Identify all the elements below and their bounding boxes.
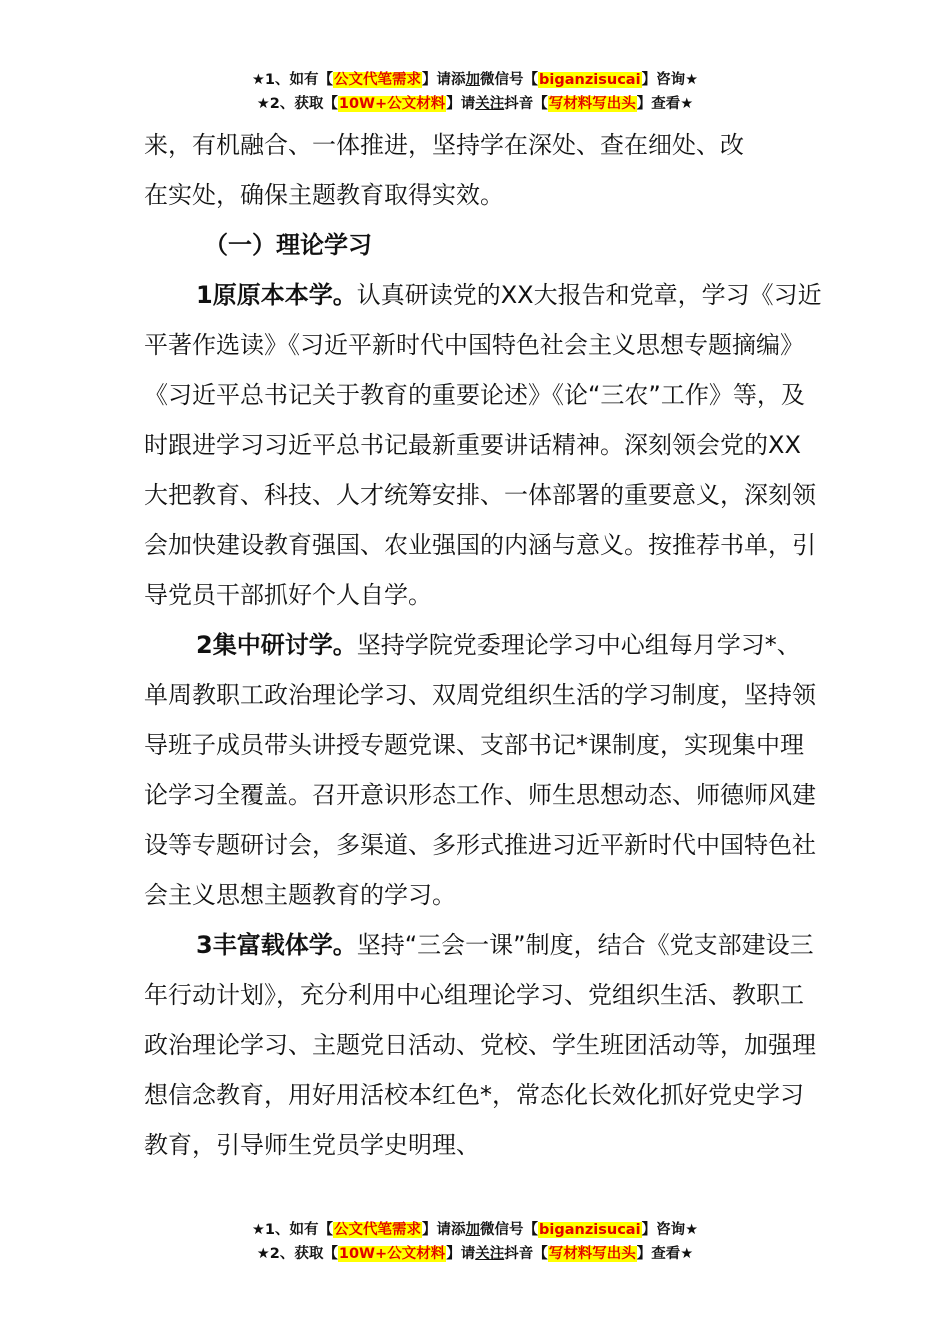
header-banner <box>0 68 950 116</box>
banner-text: 】请 <box>446 1246 476 1262</box>
item-text: 坚持“三会一课”制度，结合《党支部建设三年行动计划》，充分利用中心组理论学习、党组织生活、教职工政治理论学习、主题党日活动、党校、学生班团活动等，加强理想信念教育，用好用活校本红色*，常态化长效化抓好党史学习教育，引导师生党员学史明理、 <box>144 931 816 1159</box>
banner-text: 微信号【 <box>480 1222 539 1238</box>
banner-text: 微信号【 <box>480 72 539 88</box>
banner-text: 】咨询★ <box>641 1222 699 1238</box>
banner-line-2 <box>0 1242 950 1266</box>
banner-text: 】咨询★ <box>641 72 699 88</box>
banner-line-1 <box>0 68 950 92</box>
banner-highlight: 10W+公文材料 <box>338 96 446 112</box>
item-lead: 2集中研讨学。 <box>196 631 357 659</box>
banner-text: ★2、获取【 <box>256 1246 338 1262</box>
paragraph-item-1 <box>144 270 824 620</box>
banner-text: ★1、如有【 <box>251 72 334 88</box>
intro-line: 在实处，确保主题教育取得实效。 <box>144 181 504 209</box>
banner-text: 】请 <box>446 96 476 112</box>
banner-text: 】请添 <box>422 1222 466 1238</box>
item-text: 坚持学院党委理论学习中心组每月学习*、单周教职工政治理论学习、双周党组织生活的学习制度，坚持领导班子成员带头讲授专题党课、支部书记*课制度，实现集中理论学习全覆盖。召开意识形态工作、师生思想动态、师德师风建设等专题研讨会，多渠道、多形式推进习近平新时代中国特色社会主义思想主题教育的学习。 <box>144 631 816 909</box>
banner-highlight: 公文代笔需求 <box>334 72 422 88</box>
document-body <box>144 120 824 1170</box>
banner-underlined-text: 加 <box>465 72 481 88</box>
intro-line: 来，有机融合、一体推进，坚持学在深处、查在细处、改 <box>144 131 744 159</box>
banner-text: ★2、获取【 <box>256 96 338 112</box>
banner-highlight: 写材料写出头 <box>548 96 636 112</box>
banner-highlight: 公文代笔需求 <box>334 1222 422 1238</box>
paragraph-item-2 <box>144 620 824 920</box>
banner-highlight: 写材料写出头 <box>548 1246 636 1262</box>
banner-text: 抖音【 <box>504 1246 548 1262</box>
item-lead: 1原原本本学。 <box>196 281 357 309</box>
banner-text: 】请添 <box>422 72 466 88</box>
banner-highlight: biganzisucai <box>539 1222 641 1238</box>
item-text: 认真研读党的XX大报告和党章，学习《习近平著作选读》《习近平新时代中国特色社会主义思想专题摘编》《习近平总书记关于教育的重要论述》《论“三农”工作》等，及时跟进学习习近平总书记最新重要讲话精神。深刻领会党的XX大把教育、科技、人才统筹安排、一体部署的重要意义，深刻领会加快建设教育强国、农业强国的内涵与意义。按推荐书单，引导党员干部抓好个人自学。 <box>144 281 822 609</box>
banner-text: 】查看★ <box>636 96 694 112</box>
banner-line-2 <box>0 92 950 116</box>
banner-text: 抖音【 <box>504 96 548 112</box>
banner-highlight: biganzisucai <box>539 72 641 88</box>
paragraph-item-3 <box>144 920 824 1170</box>
banner-underlined-text: 关注 <box>475 96 505 112</box>
banner-underlined-text: 关注 <box>475 1246 505 1262</box>
banner-underlined-text: 加 <box>465 1222 481 1238</box>
section-heading: （一）理论学习 <box>204 231 372 259</box>
footer-banner <box>0 1218 950 1266</box>
banner-line-1 <box>0 1218 950 1242</box>
banner-text: ★1、如有【 <box>251 1222 334 1238</box>
item-lead: 3丰富载体学。 <box>196 931 357 959</box>
banner-text: 】查看★ <box>636 1246 694 1262</box>
banner-highlight: 10W+公文材料 <box>338 1246 446 1262</box>
